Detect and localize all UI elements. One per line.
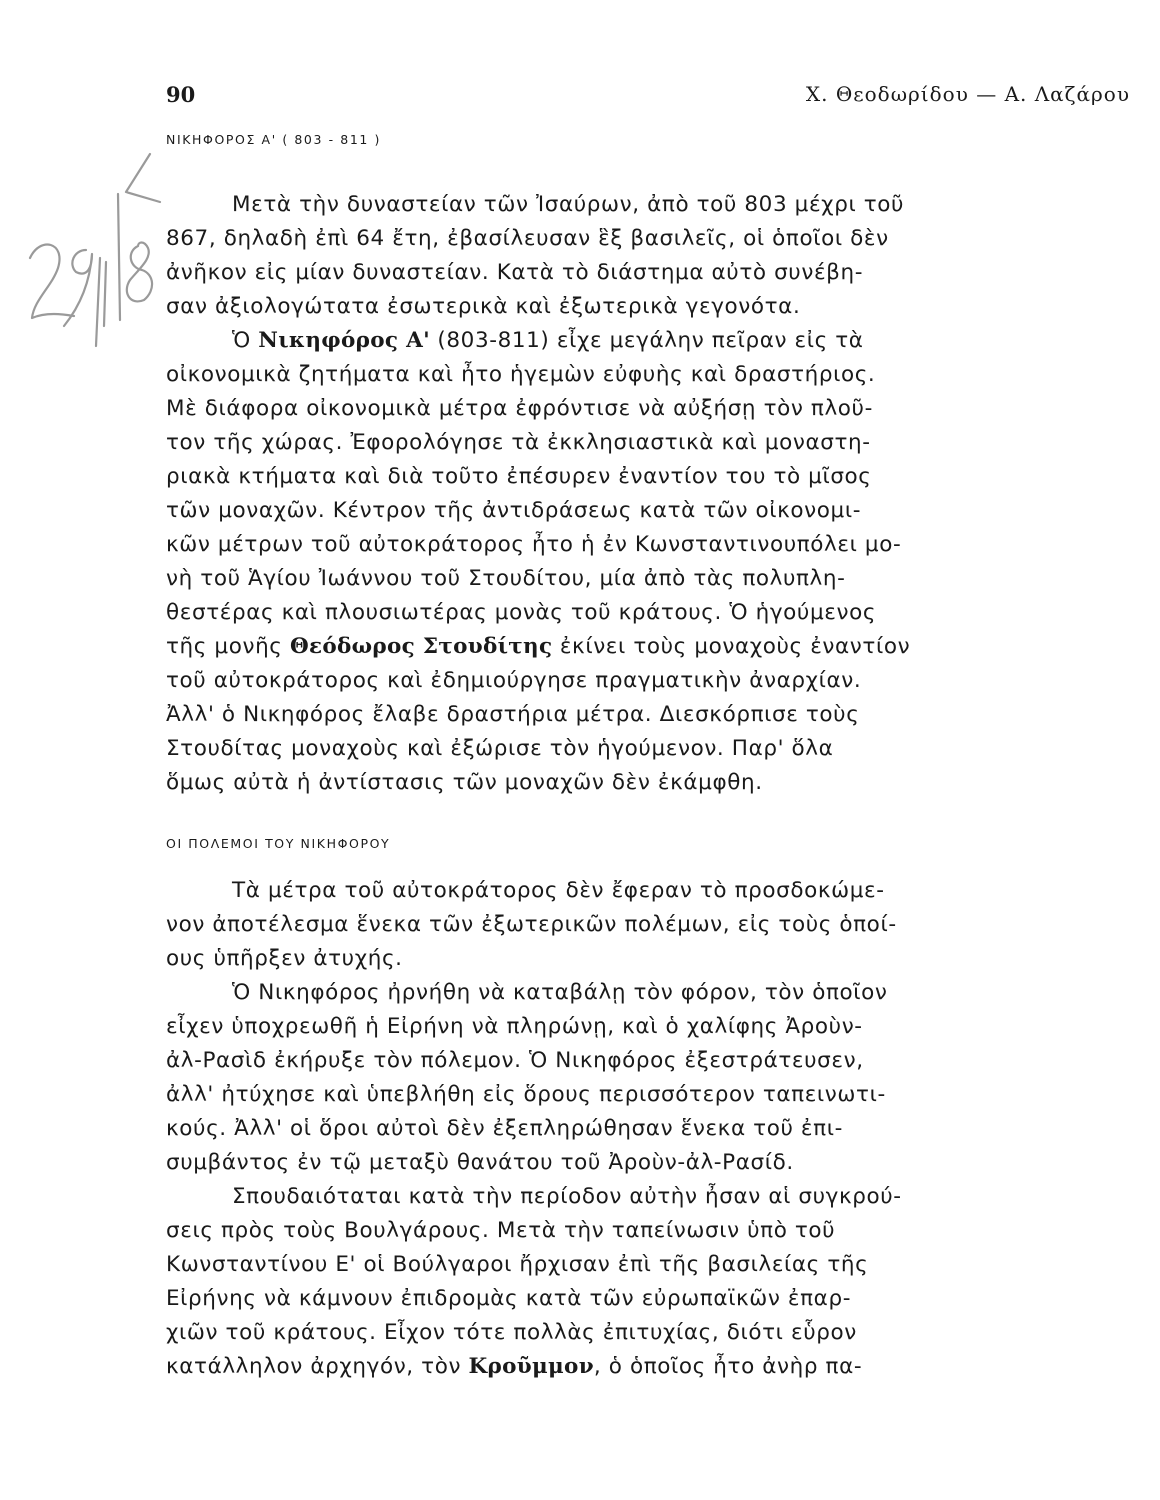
text-line: τοῦ αὐτοκράτορος καὶ ἐδημιούργησε πραγματικὴν ἀναρχίαν. [166, 668, 862, 693]
text-run: τῆς μονῆς [166, 634, 290, 659]
text-line: θεστέρας καὶ πλουσιωτέρας μονὰς τοῦ κράτους. Ὁ ἡγούμενος [166, 600, 877, 625]
text-line: ἀλ-Ρασὶδ ἐκήρυξε τὸν πόλεμον. Ὁ Νικηφόρος ἐξεστράτευσεν, [166, 1048, 864, 1073]
text-line: ἀλλ' ἠτύχησε καὶ ὑπεβλήθη εἰς ὅρους περισσότερον ταπεινωτι- [166, 1082, 886, 1107]
running-head: Χ. Θεοδωρίδου — Α. Λαζάρου [805, 82, 1130, 106]
page-number: 90 [166, 82, 196, 107]
text-line: νον ἀποτέλεσμα ἕνεκα τῶν ἐξωτερικῶν πολέμων, εἰς τοὺς ὁποί- [166, 912, 897, 937]
text-line: συμβάντος ἐν τῷ μεταξὺ θανάτου τοῦ Ἀροὺν-ἀλ-Ρασίδ. [166, 1150, 794, 1175]
text-run: Ὁ [232, 328, 259, 353]
text-line: Ὁ Νικηφόρος ἠρνήθη νὰ καταβάλῃ τὸν φόρον, τὸν ὁποῖον [232, 980, 888, 1005]
text-line [166, 632, 1128, 662]
text-line: Στουδίτας μοναχοὺς καὶ ἐξώρισε τὸν ἡγούμενον. Παρ' ὅλα [166, 736, 834, 761]
section-heading: ΝΙΚΗΦΟΡΟΣ Α' ( 803 - 811 ) [166, 132, 381, 147]
text-line: τον τῆς χώρας. Ἐφορολόγησε τὰ ἐκκλησιαστικὰ καὶ μοναστη- [166, 430, 871, 455]
text-run: , ὁ ὁποῖος ἦτο ἀνὴρ πα- [593, 1354, 863, 1379]
text-line: ἀνῆκον εἰς μίαν δυναστείαν. Κατὰ τὸ διάστημα αὐτὸ συνέβη- [166, 260, 864, 285]
text-run: ἐκίνει τοὺς μοναχοὺς ἐναντίον [552, 634, 911, 659]
text-line: χιῶν τοῦ κράτους. Εἶχον τότε πολλὰς ἐπιτυχίας, διότι εὗρον [166, 1320, 857, 1345]
text-run: (803-811) εἶχε μεγάλην πεῖραν εἰς τὰ [429, 328, 864, 353]
text-line: εἶχεν ὑποχρεωθῆ ἡ Εἰρήνη νὰ πληρώνῃ, καὶ ὁ χαλίφης Ἀροὺν- [166, 1014, 863, 1039]
page-header [166, 82, 1130, 112]
text-line: οἰκονομικὰ ζητήματα καὶ ἦτο ἡγεμὼν εὐφυὴς καὶ δραστήριος. [166, 362, 876, 387]
emphasized-name: Νικηφόρος Α' [258, 328, 430, 353]
section-heading: ΟΙ ΠΟΛΕΜΟΙ ΤΟΥ ΝΙΚΗΦΟΡΟΥ [166, 836, 391, 851]
text-line: Ἀλλ' ὁ Νικηφόρος ἔλαβε δραστήρια μέτρα. Διεσκόρπισε τοὺς [166, 702, 860, 727]
text-line: Κωνσταντίνου Ε' οἱ Βούλγαροι ἤρχισαν ἐπὶ τῆς βασιλείας τῆς [166, 1252, 869, 1277]
text-line [232, 326, 1128, 356]
emphasized-name: Κροῦμμον [468, 1354, 594, 1379]
text-line: νὴ τοῦ Ἁγίου Ἰωάννου τοῦ Στουδίτου, μία ἀπὸ τὰς πολυπλη- [166, 566, 846, 591]
text-line: σαν ἀξιολογώτατα ἐσωτερικὰ καὶ ἐξωτερικὰ γεγονότα. [166, 294, 801, 319]
text-line: σεις πρὸς τοὺς Βουλγάρους. Μετὰ τὴν ταπείνωσιν ὑπὸ τοῦ [166, 1218, 836, 1243]
handwritten-margin-note [22, 150, 172, 350]
text-line: ριακὰ κτήματα καὶ διὰ τοῦτο ἐπέσυρεν ἐναντίον του τὸ μῖσος [166, 464, 872, 489]
text-run: κατάλληλον ἀρχηγόν, τὸν [166, 1354, 469, 1379]
text-line: Μὲ διάφορα οἰκονομικὰ μέτρα ἐφρόντισε νὰ αὐξήσῃ τὸν πλοῦ- [166, 396, 873, 421]
text-line: τῶν μοναχῶν. Κέντρον τῆς ἀντιδράσεως κατὰ τῶν οἰκονομι- [166, 498, 862, 523]
text-line [166, 1352, 1128, 1382]
text-line: ους ὑπῆρξεν ἀτυχής. [166, 946, 403, 971]
text-line: 867, δηλαδὴ ἐπὶ 64 ἔτη, ἐβασίλευσαν ἓξ βασιλεῖς, οἱ ὁποῖοι δὲν [166, 226, 889, 251]
text-line: Τὰ μέτρα τοῦ αὐτοκράτορος δὲν ἔφεραν τὸ προσδοκώμε- [232, 878, 885, 903]
emphasized-name: Θεόδωρος Στουδίτης [289, 634, 553, 659]
text-line: Εἰρήνης νὰ κάμνουν ἐπιδρομὰς κατὰ τῶν εὐρωπαϊκῶν ἐπαρ- [166, 1286, 852, 1311]
text-line: κῶν μέτρων τοῦ αὐτοκράτορος ἦτο ἡ ἐν Κωνσταντινουπόλει μο- [166, 532, 902, 557]
text-line: κούς. Ἀλλ' οἱ ὅροι αὐτοὶ δὲν ἐξεπληρώθησαν ἕνεκα τοῦ ἐπι- [166, 1116, 843, 1141]
text-line: Σπουδαιόταται κατὰ τὴν περίοδον αὐτὴν ἦσαν αἱ συγκρού- [232, 1184, 902, 1209]
text-line: ὅμως αὐτὰ ἡ ἀντίστασις τῶν μοναχῶν δὲν ἐκάμφθη. [166, 770, 763, 795]
text-line: Μετὰ τὴν δυναστείαν τῶν Ἰσαύρων, ἀπὸ τοῦ 803 μέχρι τοῦ [232, 192, 905, 217]
